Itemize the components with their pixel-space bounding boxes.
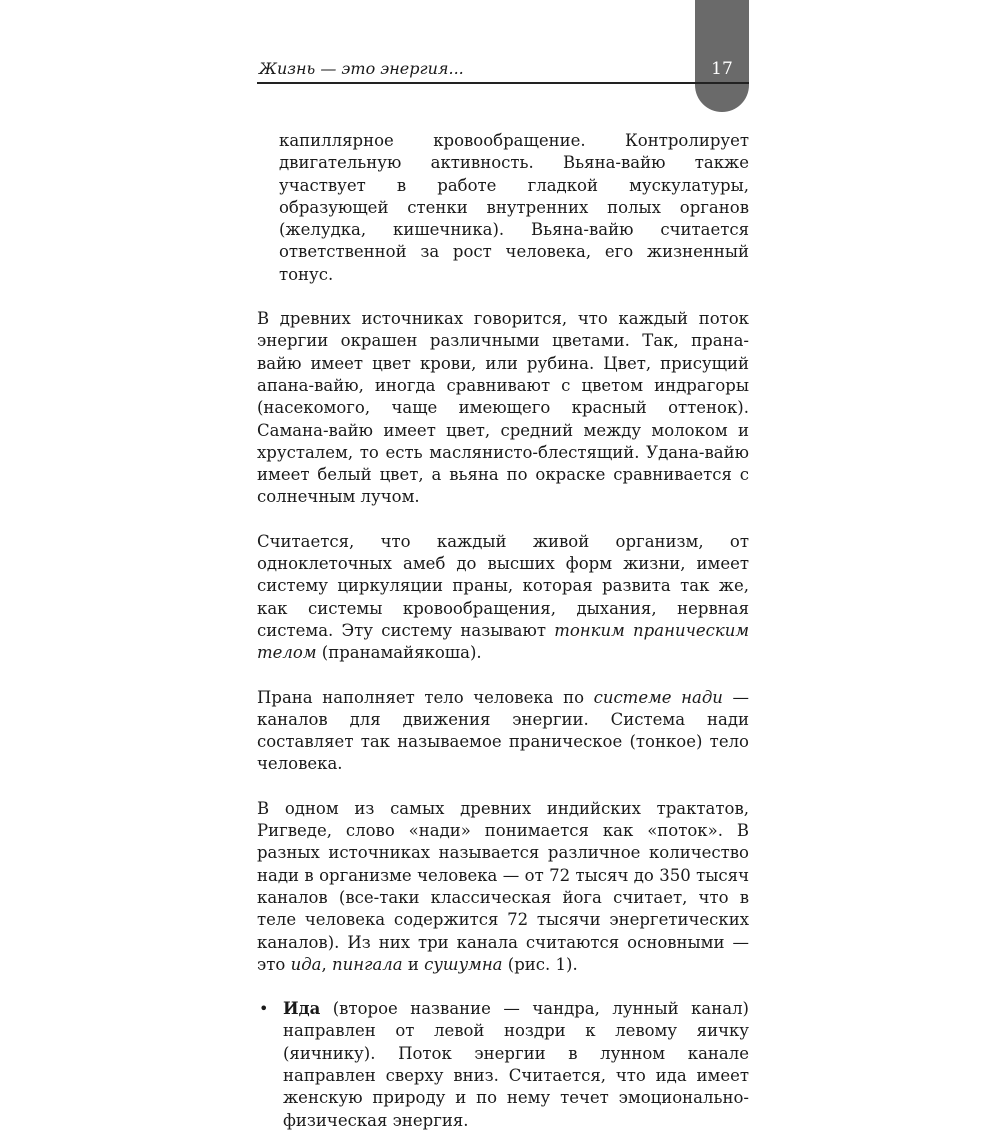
text-run: Считается, что каждый живой организм, от одноклеточных амеб до высших форм жизни, имеет систему циркуляции праны, которая развита так же, как системы кровообращения, дыхания, нервная система. Эту систему называют [257,531,749,640]
italic-term-pingala: пингала [331,954,403,974]
text-run: , [321,954,332,974]
bullet-item-ida [257,998,749,1132]
paragraph-gap [257,776,749,798]
paragraph-rigveda-nadi [257,798,749,976]
header-rule [257,82,749,84]
paragraph-nadi-system [257,687,749,776]
text-run: (второе название — чандра, лунный канал) направлен от левой ноздри к левому яичку (яичнику). Поток энергии в лунном канале направлен сверху вниз. Считается, что ида имеет женскую природу и по нему течет эмоционально-физическая энергия. [283,999,749,1130]
paragraph-gap [257,976,749,998]
paragraph-gap [257,665,749,687]
page-number-tab [695,0,749,112]
paragraph-energy-colors: В древних источниках говорится, что каждый поток энергии окрашен различными цветами. Так, прана-вайю имеет цвет крови, или рубина. Цвет, присущий апана-вайю, иногда сравнивают с цветом индрагоры (насекомого, чаще имеющего красный оттенок). Самана-вайю имеет цвет, средний между молоком и хрусталем, то есть маслянисто-блестящий. Удана-вайю имеет белый цвет, а вьяна по окраске сравнивается с солнечным лучом. [257,309,749,507]
italic-term-ida: ида [290,954,322,974]
italic-term: системе нади [593,687,723,707]
bold-term: Ида [283,999,321,1019]
text-run: Прана наполняет тело человека по [257,687,594,707]
italic-term-sushumna: сушумна [424,954,503,974]
bullet-text [283,998,749,1132]
bullet-icon: • [259,999,269,1019]
paragraph-prana-circulation [257,531,749,665]
text-run: — каналов для движения энергии. Система нади составляет так называемое праническое (тонкое) тело человека. [257,687,749,774]
text-run: и [402,954,425,974]
italic-term: тонким праническим телом [257,620,749,663]
paragraph-vyana-continued: капиллярное кровообращение. Контролирует двигательную активность. Вьяна-вайю также участвует в работе гладкой мускулатуры, образующей стенки внутренних полых органов (желудка, кишечника). Вьяна-вайю считается ответственной за рост человека, его жизненный тонус. [279,131,749,284]
text-run: (пранамайякоша). [316,643,482,663]
text-run: (рис. 1). [502,954,578,974]
paragraph-gap [257,509,749,531]
page-body [257,130,749,1132]
text-run: В одном из самых древних индийских трактатов, Ригведе, слово «нади» понимается как «поток». В разных источниках называется различное количество нади в организме человека — от 72 тысяч до 350 тысяч каналов (все-таки классическая йога считает, что в теле человека содержится 72 тысячи энергетических каналов). Из них три канала считаются основными — это [257,798,749,974]
page-number: 17 [711,59,733,79]
running-head: Жизнь — это энергия... [259,59,464,78]
paragraph-gap [257,286,749,308]
